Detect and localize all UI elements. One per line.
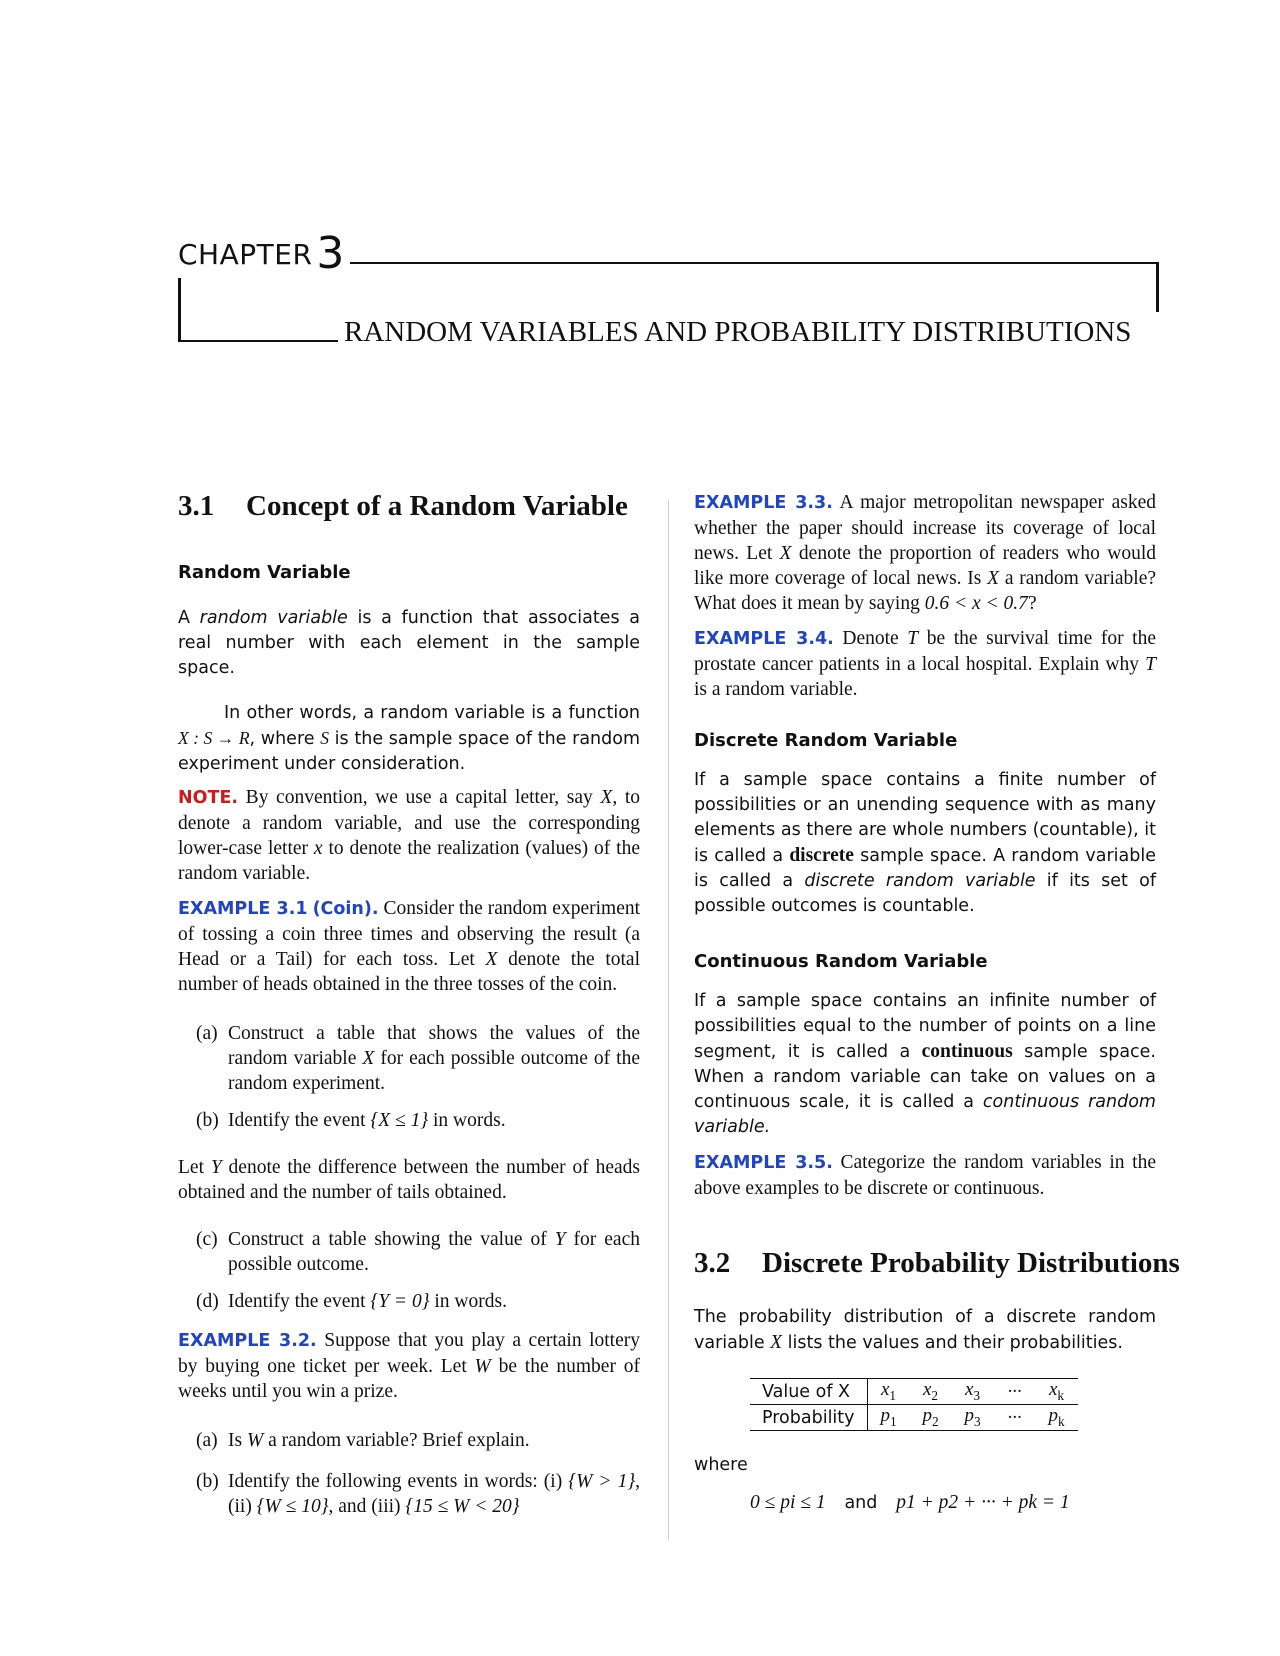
distribution-table — [750, 1378, 1078, 1431]
item-a-text-1: Construct a table that shows the values of the random variable — [228, 1023, 640, 1069]
table-cell: $p_3$ — [952, 1405, 994, 1431]
discrete-rv-paragraph — [694, 768, 1156, 919]
section-3-2-intro — [694, 1305, 1156, 1356]
example-3-2-label: EXAMPLE 3.2. — [178, 1331, 317, 1351]
item-c-var: Y — [554, 1229, 566, 1250]
table-cell: $x_1$ — [867, 1379, 910, 1405]
intro-text-1: The probability distribution of a discrete random variable — [694, 1307, 1156, 1353]
example-3-2-text-2: be the number of weeks until you win a prize. — [178, 1356, 640, 1402]
discrete-italic-term: discrete random variable — [804, 871, 1036, 891]
item-3-2-b-text-1: Identify the following events in words: (i) — [228, 1471, 569, 1492]
other-words-text-3: is the sample space of the random experiment under consideration. — [178, 729, 641, 774]
item-b-event: {X ≤ 1} — [370, 1110, 429, 1131]
subsection-random-variable: Random Variable — [178, 562, 351, 583]
item-b-text-2: in words. — [428, 1110, 506, 1131]
section-title: Discrete Probability Distributions — [762, 1247, 1180, 1279]
item-d-text-1: Identify the event — [228, 1291, 371, 1312]
table-cell: $p_k$ — [1036, 1405, 1078, 1431]
example-3-4 — [694, 626, 1156, 702]
list-item-b — [196, 1108, 640, 1133]
list-item-a — [196, 1021, 640, 1096]
where-label: where — [694, 1455, 748, 1475]
event-2: {W ≤ 10} — [256, 1496, 329, 1517]
condition-1: 0 ≤ pi ≤ 1 — [750, 1492, 826, 1513]
example-3-1-label: EXAMPLE 3.1 — [178, 899, 308, 919]
discrete-text-1: If a sample space contains a finite number of possibilities or an unending sequence with as many elements as there are whole numbers (countable), it is called a — [694, 770, 1156, 866]
note-paragraph — [178, 785, 640, 886]
subsection-discrete-rv: Discrete Random Variable — [694, 730, 958, 751]
discrete-bold-term: discrete — [789, 845, 854, 866]
let-y-var: Y — [210, 1157, 222, 1178]
def-text-1: A — [178, 608, 200, 628]
table-cell: ··· — [994, 1379, 1036, 1405]
chapter-title: RANDOM VARIABLES AND PROBABILITY DISTRIBUTIONS — [344, 316, 1132, 348]
example-3-3-label: EXAMPLE 3.3. — [694, 493, 833, 513]
item-d-text-2: in words. — [429, 1291, 507, 1312]
note-var-x: x — [313, 838, 323, 859]
example-3-3 — [694, 490, 1156, 616]
var-S: S — [320, 728, 329, 748]
note-var-X: X — [600, 787, 613, 808]
table-cell: $x_k$ — [1036, 1379, 1078, 1405]
let-y-paragraph — [178, 1155, 640, 1205]
example-3-3-text-3: a random variable? What does it mean by saying — [694, 568, 1157, 614]
chapter-rule-top — [350, 262, 1158, 264]
other-words-text-1: In other words, a random variable is a function — [224, 703, 640, 723]
def-term: random variable — [199, 608, 348, 628]
let-y-text-1: Let — [178, 1157, 211, 1178]
section-3-2-heading — [694, 1245, 1180, 1281]
example-3-1 — [178, 896, 640, 997]
subsection-continuous-rv: Continuous Random Variable — [694, 951, 988, 972]
item-tag: (d) — [196, 1291, 219, 1312]
section-title: Concept of a Random Variable — [246, 490, 628, 522]
example-3-4-text-2: be the survival time for the prostate cancer patients in a local hospital. Explain why — [694, 628, 1156, 675]
continuous-rv-paragraph — [694, 989, 1156, 1140]
note-text-2: , to denote a random variable, and use the corresponding lower-case letter — [178, 787, 641, 859]
example-3-5-label: EXAMPLE 3.5. — [694, 1153, 833, 1173]
section-3-1-heading — [178, 488, 640, 524]
note-text-3: to denote the realization (values) of the random variable. — [178, 838, 640, 884]
row-header-probability: Probability — [750, 1405, 867, 1431]
item-d-event: {Y = 0} — [370, 1291, 430, 1312]
table-row-values — [750, 1379, 1078, 1405]
event-3: {15 ≤ W < 20} — [405, 1496, 520, 1517]
table-cell: $x_3$ — [952, 1379, 994, 1405]
event-1: {W > 1} — [568, 1471, 636, 1492]
chapter-rule-right — [1156, 262, 1159, 312]
example-3-3-var2: X — [987, 568, 1000, 589]
list-item-3-2-b — [196, 1469, 640, 1519]
example-3-4-text-3: is a random variable. — [694, 679, 858, 700]
mapping-formula: X : S → R — [178, 728, 250, 748]
item-3-2-b-text-3: , and (iii) — [328, 1496, 406, 1517]
example-3-4-label: EXAMPLE 3.4. — [694, 629, 834, 649]
continuous-italic-term: continuous random variable. — [694, 1092, 1156, 1137]
chapter-number: 3 — [316, 228, 345, 279]
example-3-1-text-2: denote the total number of heads obtained in the three tosses of the coin. — [178, 949, 640, 995]
example-3-4-var2: T — [1145, 654, 1156, 675]
continuous-bold-term: continuous — [921, 1041, 1013, 1062]
table-cell: $x_2$ — [910, 1379, 952, 1405]
condition-and: and — [844, 1493, 878, 1513]
item-3-2-a-text-1: Is — [228, 1430, 247, 1451]
example-3-3-var: X — [779, 543, 792, 564]
item-3-2-a-text-2: a random variable? Brief explain. — [263, 1430, 530, 1451]
continuous-text-1: If a sample space contains an infinite number of possibilities equal to the number of points on a line segment, it is called a — [694, 991, 1156, 1062]
item-c-text-2: for each possible outcome. — [228, 1229, 640, 1275]
chapter-rule-left — [178, 278, 181, 342]
example-3-2-var: W — [474, 1356, 491, 1377]
def-text-2: is a function that associates a real number with each element in the sample space. — [178, 608, 640, 678]
chapter-label-text: CHAPTER — [178, 238, 313, 271]
example-3-4-var: T — [907, 628, 919, 649]
list-item-c — [196, 1227, 640, 1277]
example-3-2 — [178, 1328, 640, 1404]
example-3-3-inequality: 0.6 < x < 0.7 — [924, 593, 1028, 614]
item-3-2-b-text-2: , (ii) — [228, 1471, 641, 1517]
let-y-text-2: denote the difference between the number of heads obtained and the number of tails obtained. — [178, 1157, 641, 1203]
table-cell: $p_1$ — [867, 1405, 910, 1431]
note-label: NOTE. — [178, 788, 239, 808]
item-b-text-1: Identify the event — [228, 1110, 371, 1131]
row-header-value: Value of X — [750, 1379, 867, 1405]
note-text-1: By convention, we use a capital letter, say — [238, 787, 601, 808]
item-tag: (a) — [196, 1430, 218, 1451]
section-number: 3.1 — [178, 490, 215, 522]
example-3-4-text-1: Denote — [833, 628, 908, 649]
chapter-label — [178, 228, 345, 279]
example-3-3-text-2: denote the proportion of readers who would like more coverage of local news. Is — [694, 543, 1156, 589]
intro-var: X — [770, 1332, 783, 1353]
item-a-text-2: for each possible outcome of the random experiment. — [228, 1048, 640, 1094]
left-column — [178, 490, 641, 1519]
example-3-2-text-1: Suppose that you play a certain lottery by buying one ticket per week. Let — [178, 1330, 640, 1377]
discrete-text-2: sample space. A random variable is called a — [694, 846, 1156, 891]
other-words-text-2: , where — [249, 729, 321, 749]
example-3-1-var: X — [485, 949, 498, 970]
item-tag: (b) — [196, 1471, 219, 1492]
item-tag: (a) — [196, 1023, 218, 1044]
column-divider — [668, 500, 669, 1540]
item-tag: (b) — [196, 1110, 219, 1131]
list-item-d — [196, 1289, 640, 1314]
continuous-text-2: sample space. When a random variable can take on values on a continuous scale, it is called a — [694, 1042, 1156, 1112]
example-3-3-text-4: ? — [1027, 593, 1037, 614]
table-row-probabilities — [750, 1405, 1078, 1431]
other-words-paragraph — [178, 701, 640, 777]
intro-text-2: lists the values and their probabilities. — [782, 1333, 1123, 1353]
item-c-text-1: Construct a table showing the value of — [228, 1229, 555, 1250]
table-cell: ··· — [994, 1405, 1036, 1431]
example-3-1-text-1: Consider the random experiment of tossing a coin three times and observing the result (a Head or a Tail) for each toss. Let — [178, 898, 641, 970]
example-3-5 — [694, 1150, 1156, 1201]
example-3-3-text-1: A major metropolitan newspaper asked whether the paper should increase its coverage of local news. Let — [694, 492, 1157, 564]
table-cell: $p_2$ — [910, 1405, 952, 1431]
section-number: 3.2 — [694, 1247, 731, 1279]
item-tag: (c) — [196, 1229, 218, 1250]
chapter-rule-bottom — [178, 340, 338, 342]
discrete-text-3: if its set of possible outcomes is countable. — [694, 871, 1156, 916]
item-3-2-a-var: W — [246, 1430, 264, 1451]
condition-2: p1 + p2 + ··· + pk = 1 — [896, 1492, 1070, 1513]
definition-random-variable — [178, 606, 640, 681]
item-a-var: X — [362, 1048, 375, 1069]
right-column — [694, 492, 1180, 1516]
example-3-5-text: Categorize the random variables in the above examples to be discrete or continuous. — [694, 1152, 1157, 1199]
probability-conditions — [750, 1490, 1156, 1516]
example-3-1-paren: (Coin). — [312, 899, 379, 919]
list-item-3-2-a — [196, 1428, 640, 1453]
